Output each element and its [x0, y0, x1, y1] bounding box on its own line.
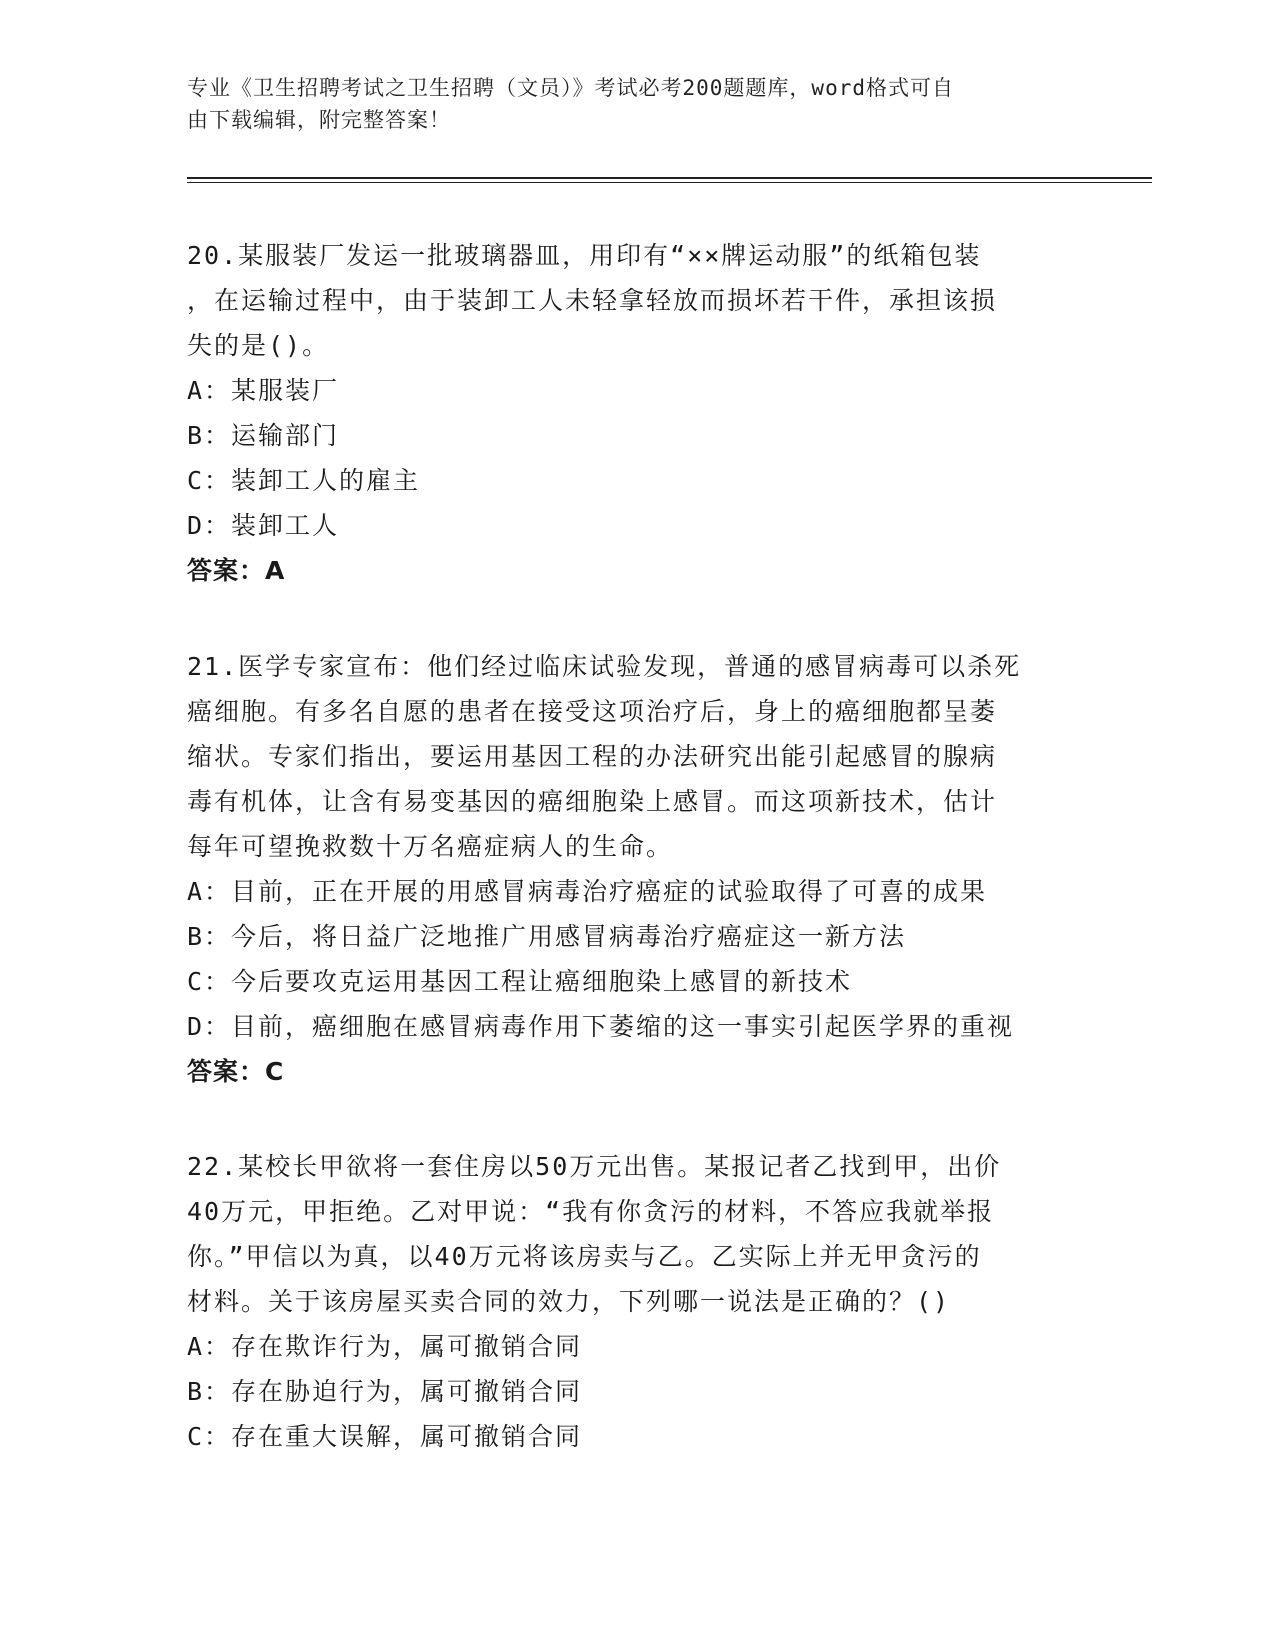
document-header: [187, 72, 1067, 136]
question-stem-line: 每年可望挽救数十万名癌症病人的生命。: [187, 832, 674, 861]
question-stem-line: ，在运输过程中，由于装卸工人未轻拿轻放而损坏若干件，承担该损: [187, 286, 998, 315]
answer-label: 答案：C: [187, 1057, 285, 1086]
question-stem-line: 癌细胞。有多名自愿的患者在接受这项治疗后，身上的癌细胞都呈萎: [187, 697, 998, 726]
question-stem-line: 21.医学专家宣布：他们经过临床试验发现，普通的感冒病毒可以杀死: [187, 652, 1022, 681]
answer-label: 答案：A: [187, 556, 286, 585]
header-line-2: 由下载编辑，附完整答案！: [187, 108, 451, 132]
option-a: A：存在欺诈行为，属可撤销合同: [187, 1332, 583, 1361]
option-d: D：目前，癌细胞在感冒病毒作用下萎缩的这一事实引起医学界的重视: [187, 1012, 1015, 1041]
question-22: [187, 1144, 1087, 1459]
option-a: A：目前，正在开展的用感冒病毒治疗癌症的试验取得了可喜的成果: [187, 877, 988, 906]
question-stem-line: 你。”甲信以为真，以40万元将该房卖与乙。乙实际上并无甲贪污的: [187, 1242, 982, 1271]
question-stem-line: 22.某校长甲欲将一套住房以50万元出售。某报记者乙找到甲，出价: [187, 1152, 1002, 1181]
header-divider: [187, 177, 1152, 183]
option-b: B：今后，将日益广泛地推广用感冒病毒治疗癌症这一新方法: [187, 922, 907, 951]
option-d: D：装卸工人: [187, 511, 340, 540]
question-20: [187, 233, 1087, 593]
question-stem-line: 毒有机体，让含有易变基因的癌细胞染上感冒。而这项新技术，估计: [187, 787, 998, 816]
option-c: C：存在重大误解，属可撤销合同: [187, 1422, 583, 1451]
option-c: C：装卸工人的雇主: [187, 466, 421, 495]
question-21: [187, 644, 1087, 1094]
question-stem-line: 材料。关于该房屋买卖合同的效力，下列哪一说法是正确的？(): [187, 1287, 951, 1316]
option-b: B：存在胁迫行为，属可撤销合同: [187, 1377, 583, 1406]
option-c: C：今后要攻克运用基因工程让癌细胞染上感冒的新技术: [187, 967, 853, 996]
question-stem-line: 失的是()。: [187, 331, 330, 360]
header-line-1: 专业《卫生招聘考试之卫生招聘（文员）》考试必考200题题库，word格式可自: [187, 76, 954, 100]
question-stem-line: 20.某服装厂发运一批玻璃器皿，用印有“××牌运动服”的纸箱包装: [187, 241, 982, 270]
option-a: A：某服装厂: [187, 376, 340, 405]
option-b: B：运输部门: [187, 421, 340, 450]
question-stem-line: 40万元，甲拒绝。乙对甲说：“我有你贪污的材料，不答应我就举报: [187, 1197, 995, 1226]
question-stem-line: 缩状。专家们指出，要运用基因工程的办法研究出能引起感冒的腺病: [187, 742, 998, 771]
